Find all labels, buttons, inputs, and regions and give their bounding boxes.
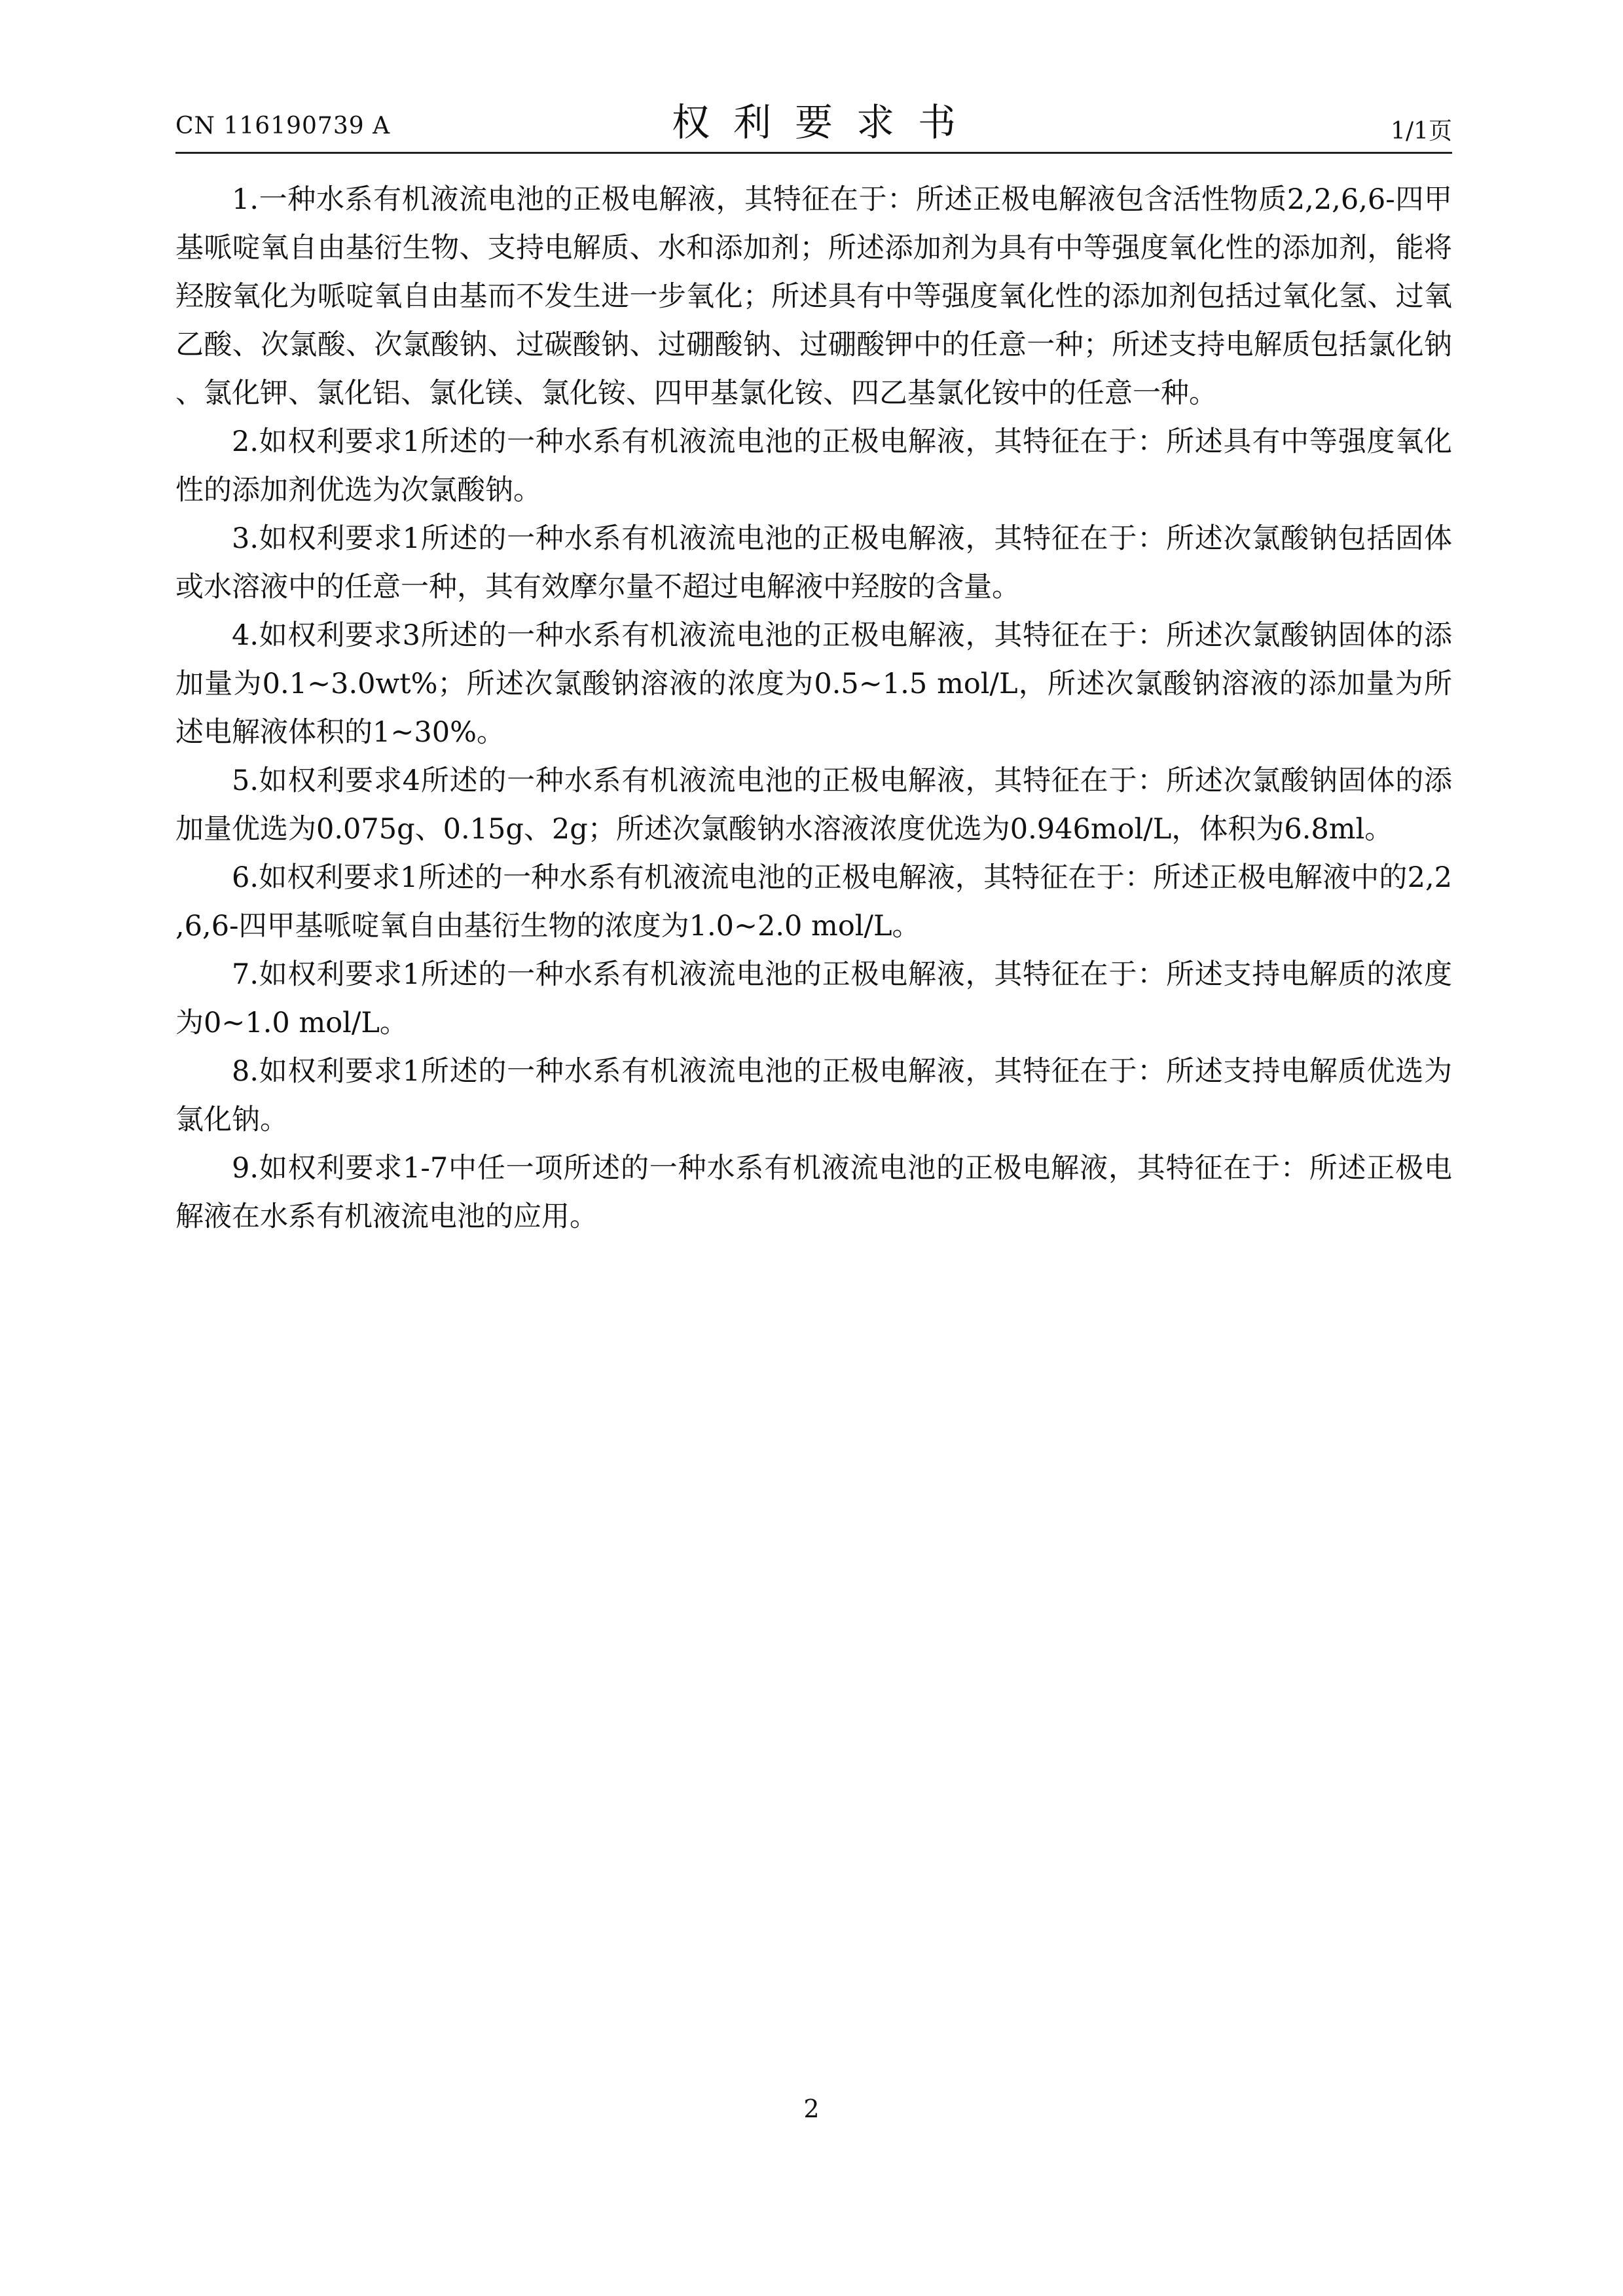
claim-8: 8.如权利要求1所述的一种水系有机液流电池的正极电解液，其特征在于：所述支持电解质优选为氯化钠。	[175, 1055, 1452, 1136]
claim-9: 9.如权利要求1-7中任一项所述的一种水系有机液流电池的正极电解液，其特征在于：所述正极电解液在水系有机液流电池的应用。	[175, 1152, 1452, 1233]
claim-4: 4.如权利要求3所述的一种水系有机液流电池的正极电解液，其特征在于：所述次氯酸钠固体的添加量为0.1~3.0wt%；所述次氯酸钠溶液的浓度为0.5~1.5 mol/L，所述次氯酸钠溶液的添加量为所述电解液体积的1~30%。	[175, 619, 1452, 749]
page-number: 2	[803, 2094, 820, 2123]
page-indicator: 1/1页	[1391, 118, 1452, 145]
claims-list	[175, 175, 1452, 1241]
publication-number: CN 116190739 A	[175, 113, 391, 139]
claim-7: 7.如权利要求1所述的一种水系有机液流电池的正极电解液，其特征在于：所述支持电解质的浓度为0~1.0 mol/L。	[175, 958, 1452, 1039]
document-title: 权利要求书	[671, 100, 979, 145]
header-divider	[175, 152, 1452, 154]
claim-1: 1.一种水系有机液流电池的正极电解液，其特征在于：所述正极电解液包含活性物质2,2,6,6-四甲基哌啶氧自由基衍生物、支持电解质、水和添加剂；所述添加剂为具有中等强度氧化性的添加剂，能将羟胺氧化为哌啶氧自由基而不发生进一步氧化；所述具有中等强度氧化性的添加剂包括过氧化氢、过氧乙酸、次氯酸、次氯酸钠、过碳酸钠、过硼酸钠、过硼酸钾中的任意一种；所述支持电解质包括氯化钠、氯化钾、氯化铝、氯化镁、氯化铵、四甲基氯化铵、四乙基氯化铵中的任意一种。	[175, 183, 1452, 410]
page-header	[175, 92, 1452, 151]
claim-5: 5.如权利要求4所述的一种水系有机液流电池的正极电解液，其特征在于：所述次氯酸钠固体的添加量优选为0.075g、0.15g、2g；所述次氯酸钠水溶液浓度优选为0.946mol/L，体积为6.8ml。	[175, 764, 1452, 846]
claim-6: 6.如权利要求1所述的一种水系有机液流电池的正极电解液，其特征在于：所述正极电解液中的2,2,6,6-四甲基哌啶氧自由基衍生物的浓度为1.0~2.0 mol/L。	[175, 861, 1452, 942]
claim-3: 3.如权利要求1所述的一种水系有机液流电池的正极电解液，其特征在于：所述次氯酸钠包括固体或水溶液中的任意一种，其有效摩尔量不超过电解液中羟胺的含量。	[175, 522, 1452, 603]
claim-2: 2.如权利要求1所述的一种水系有机液流电池的正极电解液，其特征在于：所述具有中等强度氧化性的添加剂优选为次氯酸钠。	[175, 425, 1452, 507]
